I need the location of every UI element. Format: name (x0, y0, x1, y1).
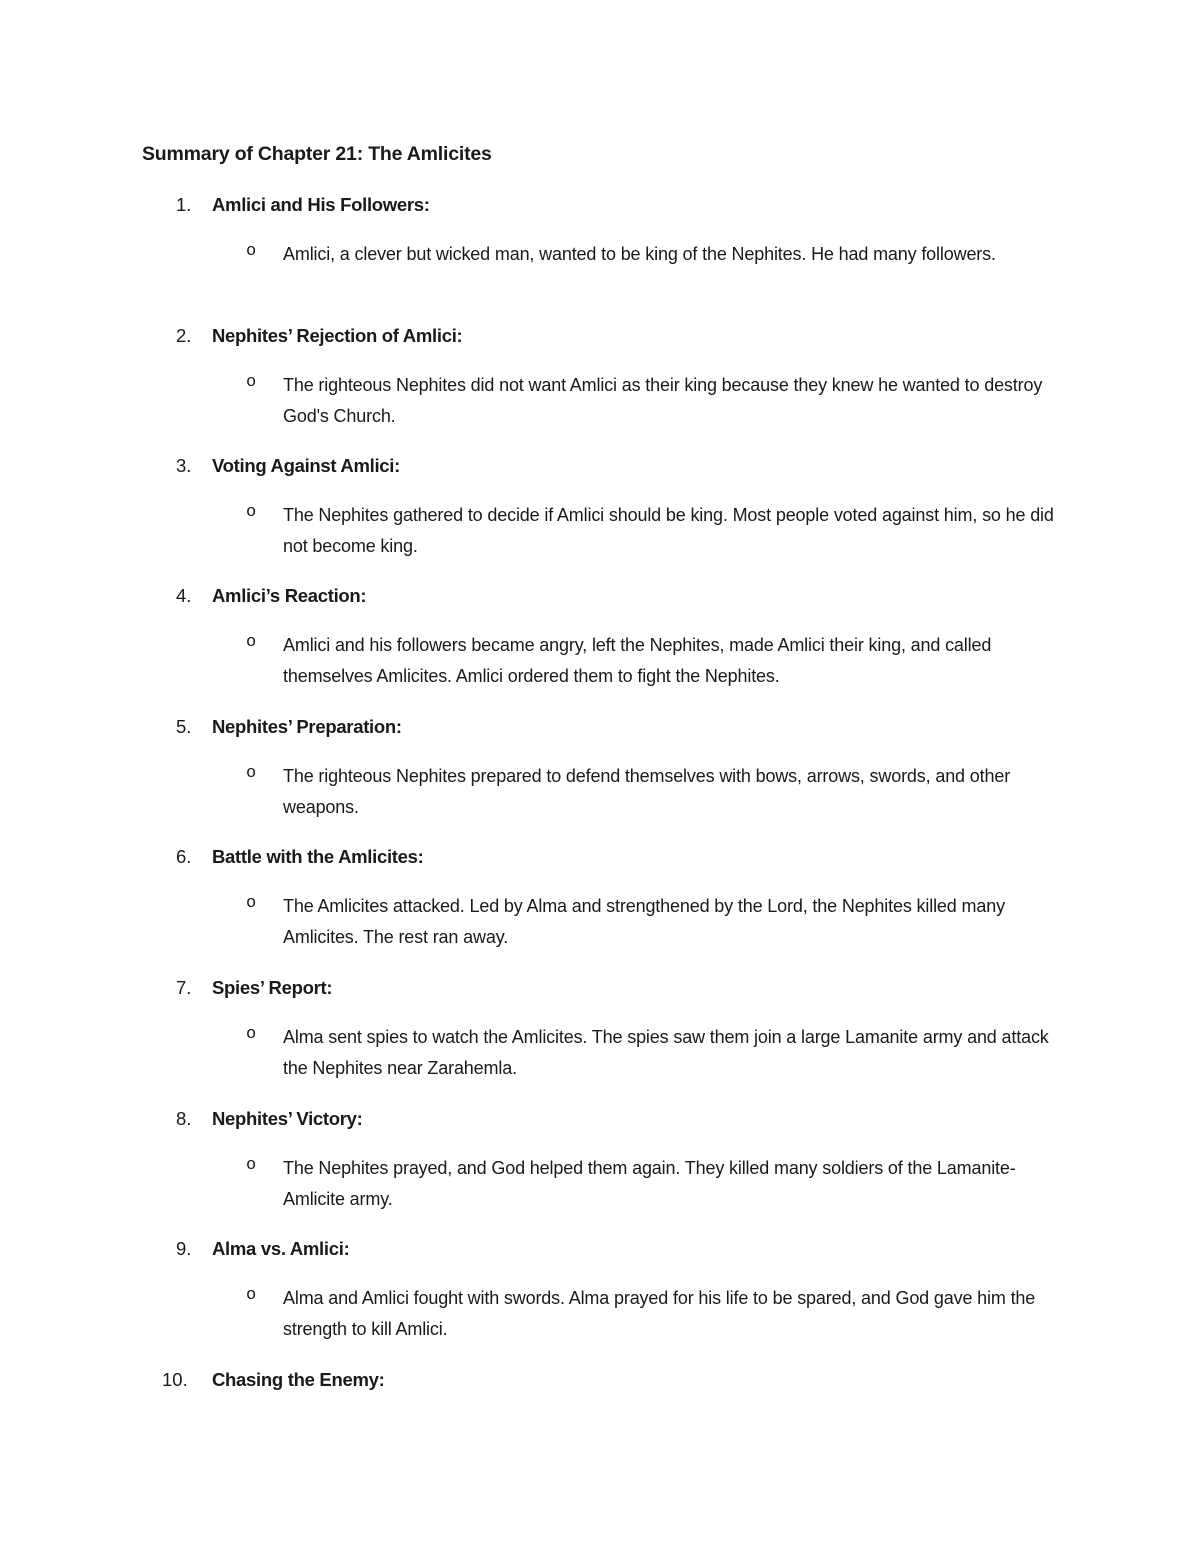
section-number: 6. (176, 846, 192, 867)
section-number: 8. (176, 1108, 192, 1129)
bullet-marker: o (246, 503, 257, 522)
section-number: 4. (176, 585, 192, 606)
bullet-marker: o (246, 1156, 257, 1175)
section-heading: Nephites’ Victory: (212, 1108, 363, 1129)
section-text: Alma and Amlici fought with swords. Alma prayed for his life to be spared, and God gave him the strength to kill Amlici. (283, 1288, 1036, 1339)
section-text: The Nephites prayed, and God helped them again. They killed many soldiers of the Lamanite-Amlicite army. (283, 1158, 1016, 1209)
section-number: 5. (176, 716, 192, 737)
section-number: 3. (176, 455, 192, 476)
section-heading: Battle with the Amlicites: (212, 846, 424, 867)
section-heading: Amlici’s Reaction: (212, 585, 367, 606)
section-text: The Amlicites attacked. Led by Alma and strengthened by the Lord, the Nephites killed many Amlicites. The rest ran away. (283, 896, 1005, 947)
section-heading: Alma vs. Amlici: (212, 1238, 350, 1259)
section-text: Amlici, a clever but wicked man, wanted to be king of the Nephites. He had many followers. (283, 244, 996, 264)
section-heading: Spies’ Report: (212, 977, 333, 998)
bullet-marker: o (246, 1286, 257, 1305)
section-heading: Nephites’ Preparation: (212, 716, 402, 737)
section-number: 10. (162, 1369, 188, 1390)
document-title: Summary of Chapter 21: The Amlicites (142, 143, 492, 165)
bullet-marker: o (246, 633, 257, 652)
bullet-marker: o (246, 764, 257, 783)
section-heading: Amlici and His Followers: (212, 194, 430, 215)
section-text: The righteous Nephites did not want Amlici as their king because they knew he wanted to destroy God's Church. (283, 375, 1043, 426)
bullet-marker: o (246, 894, 257, 913)
section-text: Alma sent spies to watch the Amlicites. The spies saw them join a large Lamanite army and attack the Nephites near Zarahemla. (283, 1027, 1049, 1078)
bullet-marker: o (246, 373, 257, 392)
section-number: 1. (176, 194, 192, 215)
section-text: The Nephites gathered to decide if Amlici should be king. Most people voted against him, so he did not become king. (283, 505, 1054, 556)
bullet-marker: o (246, 242, 257, 261)
section-heading: Chasing the Enemy: (212, 1369, 385, 1390)
section-text: Amlici and his followers became angry, left the Nephites, made Amlici their king, and called themselves Amlicites. Amlici ordered them to fight the Nephites. (283, 635, 992, 686)
section-number: 9. (176, 1238, 192, 1259)
section-heading: Nephites’ Rejection of Amlici: (212, 325, 463, 346)
section-text: The righteous Nephites prepared to defend themselves with bows, arrows, swords, and other weapons. (283, 766, 1011, 817)
bullet-marker: o (246, 1025, 257, 1044)
section-heading: Voting Against Amlici: (212, 455, 400, 476)
section-number: 7. (176, 977, 192, 998)
section-number: 2. (176, 325, 192, 346)
